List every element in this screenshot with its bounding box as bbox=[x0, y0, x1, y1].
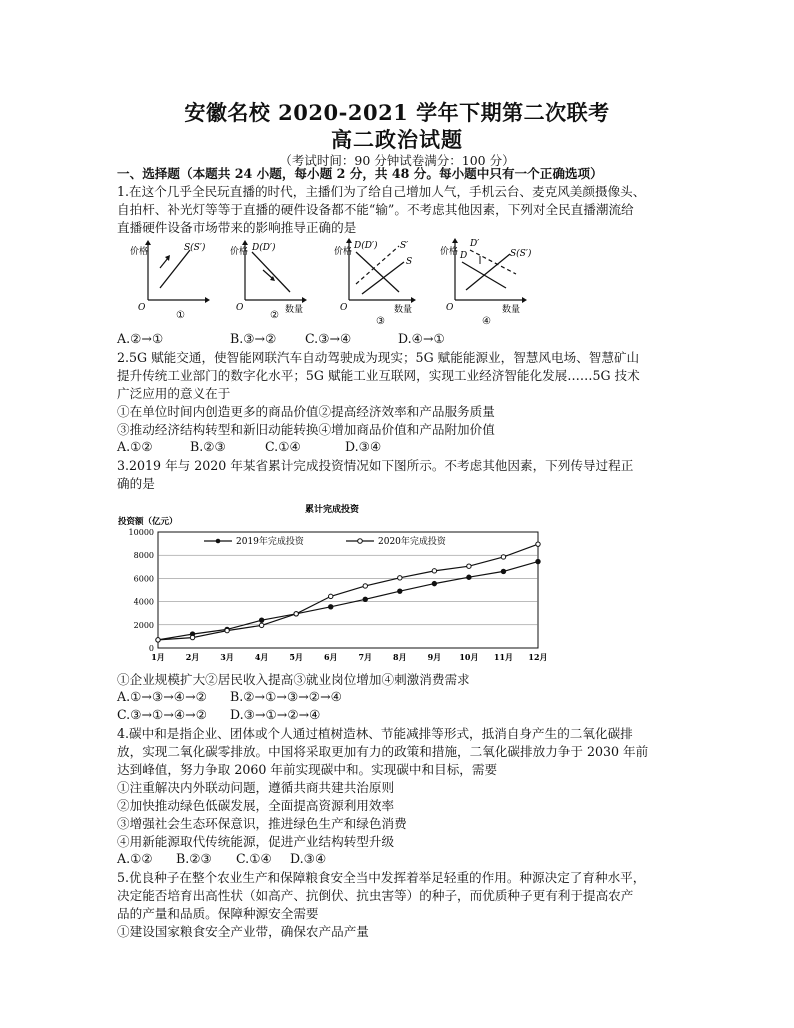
q5-stem-line-1: 5.优良种子在整个农业生产和保障粮食安全当中发挥着举足轻重的作用。种源决定了育种水平， bbox=[117, 870, 646, 885]
q4-stem-line-3: 达到峰值，努力争取 2060 年前实现碳中和。实现碳中和目标，需要 bbox=[117, 762, 498, 777]
axis-qty-label: 数量 bbox=[502, 305, 521, 315]
chart-x-tick-label: 9月 bbox=[427, 652, 442, 662]
fig1-curve-label: S(S′) bbox=[184, 243, 206, 253]
fig2-number: ② bbox=[270, 310, 279, 321]
q4-item-3: ③增强社会生态环保意识，推进绿色生产和绿色消费 bbox=[117, 816, 407, 831]
axis-price-label: 价格 bbox=[130, 247, 149, 257]
chart-title: 累计完成投资 bbox=[304, 505, 360, 515]
q1-option-b: B.③→② bbox=[230, 331, 277, 346]
fig3-curve-label-d: D(D′) bbox=[354, 241, 378, 251]
chart-point-2019 bbox=[363, 597, 367, 601]
q4-option-d: D.③④ bbox=[290, 851, 327, 866]
fig4-curve-label-d: D bbox=[460, 251, 468, 261]
q4-stem-line-1: 4.碳中和是指企业、团体或个人通过植树造林、节能减排等形式，抵消自身产生的二氧化碳排 bbox=[117, 726, 633, 741]
q1-figure-3 bbox=[334, 236, 434, 334]
chart-x-tick-label: 10月 bbox=[459, 652, 479, 662]
chart-point-2020 bbox=[329, 594, 333, 598]
q4-item-1: ①注重解决内外联动问题，遵循共商共建共治原则 bbox=[117, 780, 395, 795]
chart-point-2019 bbox=[259, 618, 263, 622]
q2-stem-line-3: 广泛应用的意义在于 bbox=[117, 386, 231, 401]
chart-x-tick-label: 6月 bbox=[323, 652, 338, 662]
chart-x-tick-label: 4月 bbox=[254, 652, 269, 662]
chart-point-2020 bbox=[190, 635, 194, 639]
fig4-curve-label-d2: D′ bbox=[470, 239, 480, 249]
chart-point-2020 bbox=[398, 576, 402, 580]
fig4-number: ④ bbox=[482, 316, 491, 327]
q2-option-c: C.①④ bbox=[265, 439, 301, 454]
axis-price-label: 价格 bbox=[230, 247, 249, 257]
chart-x-tick-label: 7月 bbox=[358, 652, 373, 662]
q4-item-2: ②加快推动绿色低碳发展，全面提高资源利用效率 bbox=[117, 798, 395, 813]
q3-stem-line-1: 3.2019 年与 2020 年某省累计完成投资情况如下图所示。不考虑其他因素，下列传导过程正 bbox=[117, 458, 634, 473]
investment-chart bbox=[114, 500, 562, 668]
chart-point-2020 bbox=[259, 623, 263, 627]
chart-x-tick-label: 2月 bbox=[185, 652, 200, 662]
exam-info: （考试时间：90 分钟试卷满分：100 分） bbox=[279, 153, 515, 168]
chart-y-tick-label: 2000 bbox=[133, 620, 154, 630]
fig3-curve-label-s: S bbox=[406, 257, 413, 267]
chart-point-2020 bbox=[467, 564, 471, 568]
chart-point-2019 bbox=[329, 605, 333, 609]
q1-figure-2 bbox=[230, 240, 330, 334]
q1-option-c: C.③→④ bbox=[305, 331, 352, 346]
chart-x-tick-label: 12月 bbox=[528, 652, 548, 662]
chart-point-2019 bbox=[467, 575, 471, 579]
q1-figure-1 bbox=[128, 240, 228, 334]
q3-stem-line-2: 确的是 bbox=[117, 476, 155, 491]
q3-option-a: A.①→③→④→② bbox=[117, 689, 207, 704]
chart-point-2020 bbox=[536, 542, 540, 546]
fig4-curve-label-s: S(S′) bbox=[510, 249, 532, 259]
q2-items-line-1: ①在单位时间内创造更多的商品价值②提高经济效率和产品服务质量 bbox=[117, 404, 495, 419]
axis-price-label: 价格 bbox=[334, 247, 353, 257]
q1-option-d: D.④→① bbox=[398, 331, 445, 346]
q2-option-d: D.③④ bbox=[345, 439, 382, 454]
origin-label: O bbox=[138, 303, 146, 313]
q1-figure-4 bbox=[440, 236, 550, 334]
chart-x-tick-label: 5月 bbox=[289, 652, 303, 662]
chart-point-2020 bbox=[225, 628, 229, 632]
q2-items-line-2: ③推动经济结构转型和新旧动能转换④增加商品价值和产品附加价值 bbox=[117, 422, 495, 437]
chart-point-2020 bbox=[501, 555, 505, 559]
fig2-curve-label: D(D′) bbox=[252, 243, 276, 253]
section-heading: 一、选择题（本题共 24 小题，每小题 2 分，共 48 分。每小题中只有一个正确选项） bbox=[117, 166, 603, 181]
origin-label: O bbox=[340, 303, 348, 313]
q3-items: ①企业规模扩大②居民收入提高③就业岗位增加④刺激消费需求 bbox=[117, 672, 470, 687]
q4-item-4: ④用新能源取代传统能源，促进产业结构转型升级 bbox=[117, 834, 395, 849]
q1-option-a: A.②→① bbox=[117, 331, 164, 346]
exam-title: 安徽名校 2020-2021 学年下期第二次联考 bbox=[184, 100, 610, 125]
q1-stem-line-3: 直播硬件设备市场带来的影响推导正确的是 bbox=[117, 220, 357, 235]
chart-point-2019 bbox=[536, 559, 540, 563]
q2-stem-line-1: 2.5G 赋能交通，使智能网联汽车自动驾驶成为现实；5G 赋能能源业，智慧风电场、智慧矿山 bbox=[117, 350, 640, 365]
q4-option-b: B.②③ bbox=[176, 851, 212, 866]
q4-option-a: A.①② bbox=[117, 851, 153, 866]
q5-stem-line-3: 品的产量和品质。保障种源安全需要 bbox=[117, 906, 319, 921]
axis-qty-label: 数量 bbox=[394, 305, 413, 315]
chart-point-2019 bbox=[398, 589, 402, 593]
legend-2019: 2019年完成投资 bbox=[236, 537, 304, 547]
axis-qty-label: 数量 bbox=[285, 305, 304, 315]
chart-point-2020 bbox=[363, 584, 367, 588]
chart-y-tick-label: 4000 bbox=[133, 597, 154, 607]
q5-item-1: ①建设国家粮食安全产业带，确保农产品产量 bbox=[117, 924, 369, 939]
legend-marker-2019 bbox=[216, 539, 221, 544]
q5-stem-line-2: 决定能否培育出高性状（如高产、抗倒伏、抗虫害等）的种子，而优质种子更有利于提高农产 bbox=[117, 888, 634, 903]
chart-y-tick-label: 10000 bbox=[128, 528, 154, 537]
chart-series-line-2019 bbox=[158, 562, 538, 640]
q3-option-b: B.②→①→③→②→④ bbox=[230, 689, 342, 704]
q2-option-a: A.①② bbox=[117, 439, 153, 454]
chart-y-tick-label: 6000 bbox=[133, 574, 154, 584]
legend-2020: 2020年完成投资 bbox=[378, 537, 446, 547]
chart-x-tick-label: 3月 bbox=[220, 652, 234, 662]
fig3-number: ③ bbox=[376, 316, 385, 327]
chart-series-line-2020 bbox=[158, 544, 538, 640]
q3-option-d: D.③→①→②→④ bbox=[230, 707, 321, 722]
chart-x-tick-label: 11月 bbox=[493, 652, 514, 662]
axis-price-label: 价格 bbox=[440, 247, 459, 257]
fig1-number: ① bbox=[176, 310, 185, 321]
origin-label: O bbox=[446, 303, 454, 313]
q1-stem-line-2: 自拍杆、补光灯等等于直播的硬件设备都不能“输”。不考虑其他因素，下列对全民直播潮流给 bbox=[117, 202, 634, 217]
chart-point-2019 bbox=[501, 569, 505, 573]
chart-point-2019 bbox=[432, 581, 436, 585]
chart-x-tick-label: 8月 bbox=[393, 652, 407, 662]
fig3-curve-label-s2: S′ bbox=[400, 241, 409, 251]
q1-stem-line-1: 1.在这个几乎全民玩直播的时代，主播们为了给自己增加人气，手机云台、麦克风美颜摄像头、 bbox=[117, 184, 646, 199]
q3-option-c: C.③→①→④→② bbox=[117, 707, 208, 722]
origin-label: O bbox=[236, 303, 244, 313]
chart-point-2020 bbox=[156, 638, 160, 642]
chart-y-tick-label: 0 bbox=[148, 644, 154, 653]
chart-x-tick-label: 1月 bbox=[151, 652, 165, 662]
q4-option-c: C.①④ bbox=[236, 851, 272, 866]
q2-option-b: B.②③ bbox=[190, 439, 226, 454]
exam-subject: 高二政治试题 bbox=[331, 127, 463, 152]
chart-y-tick-label: 8000 bbox=[133, 551, 154, 561]
q2-stem-line-2: 提升传统工业部门的数字化水平；5G 赋能工业互联网，实现工业经济智能化发展……5G 技术 bbox=[117, 368, 640, 383]
legend-marker-2020 bbox=[358, 539, 363, 544]
chart-y-axis-label: 投资额（亿元） bbox=[118, 517, 178, 527]
chart-point-2020 bbox=[294, 612, 298, 616]
chart-point-2020 bbox=[432, 569, 436, 573]
q4-stem-line-2: 放，实现二氧化碳零排放。中国将采取更加有力的政策和措施，二氧化碳排放力争于 2030 年前 bbox=[117, 744, 649, 759]
